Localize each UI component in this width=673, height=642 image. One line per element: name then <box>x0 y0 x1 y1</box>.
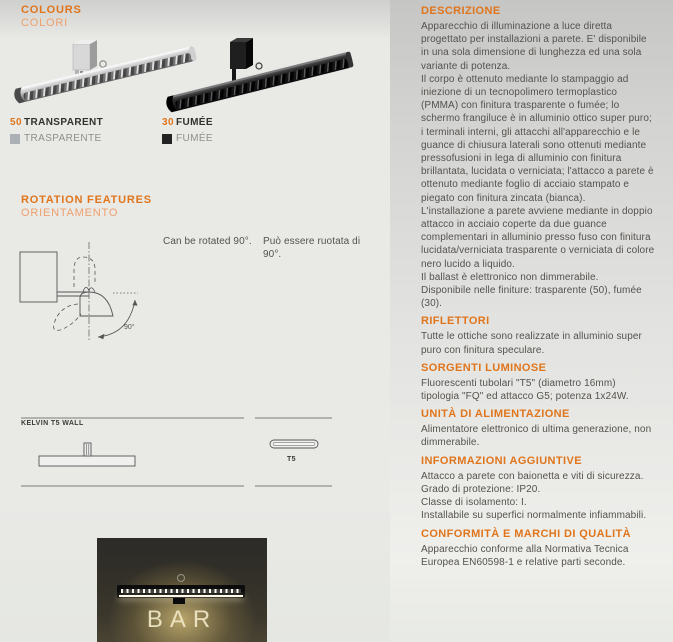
rotation-heading <box>21 194 152 220</box>
section-heading: SORGENTI LUMINOSE <box>421 361 547 374</box>
section-paragraph: Il corpo è ottenuto mediante lo stampaggio ad iniezione di un tecnopolimero termoplastico (PMMA) con finitura trasparente o fumée; lo schermo frangiluce è in alluminio ottico super puro; i terminali interni, gli attacchi all'apparecchio e le guance di chiusura laterali sono ottenuti mediante pressofusioni in lega di alluminio con finitura brillantata, lucidata o verniciata; l'attacco a parete è ottenuto mediante foglio di acciaio stampato e piegato con finitura zincata (bianca). <box>421 73 654 204</box>
model-label: KELVIN T5 WALL <box>21 420 84 427</box>
section-paragraph: Grado di protezione: IP20. <box>421 483 541 495</box>
bar-sign-text: BAR <box>146 606 218 633</box>
section-paragraph: Fluorescenti tubolari "T5" (diametro 16mm) tipologia "FQ" ed attacco G5; potenza 1x24W. <box>421 377 629 403</box>
section-descrizione <box>421 5 655 310</box>
lamp-image-transparent <box>13 40 197 104</box>
section-unita-di-alimentazione <box>421 408 655 449</box>
section-paragraph: Classe di isolamento: I. <box>421 497 527 509</box>
section-riflettori <box>421 315 655 356</box>
right-column <box>390 0 673 642</box>
rotation-title-en: ROTATION FEATURES <box>21 194 152 206</box>
section-paragraph: Tutte le ottiche sono realizzate in alluminio super puro con finitura speculare. <box>421 331 642 356</box>
finish-item-fumee <box>162 117 213 145</box>
photo-mount-detail <box>177 574 185 582</box>
rotation-title-it: ORIENTAMENTO <box>21 207 119 219</box>
section-paragraph: L'installazione a parete avviene mediante in doppio attacco in acciaio coperte da due guance complementari in alluminio presso fuso con finitura lucidata/verniciata trasparente o verniciata di colore nero lucido a liquido. <box>421 205 655 270</box>
finish-name-en: TRANSPARENT <box>23 117 104 128</box>
colours-title-it: COLORI <box>21 17 68 29</box>
section-paragraph: Alimentatore elettronico di ultima generazione, non dimmerabile. <box>421 424 652 449</box>
section-heading: UNITÀ DI ALIMENTAZIONE <box>421 408 570 421</box>
section-paragraph: Apparecchio di illuminazione a luce diretta progettato per installazioni a parete. E' disponibile in una sola dimensione di lunghezza ed una sola variante di potenza. <box>421 21 647 72</box>
product-images <box>0 28 380 120</box>
section-heading: DESCRIZIONE <box>421 5 501 17</box>
finish-name-it: TRASPARENTE <box>24 133 102 144</box>
finish-code: 50 <box>10 117 22 128</box>
section-paragraph: Il ballast è elettronico non dimmerabile. <box>421 271 599 283</box>
section-conformita <box>421 528 655 569</box>
section-paragraph: Attacco a parete con baionetta e viti di sicurezza. <box>421 470 644 482</box>
rotation-note-it: Può essere ruotata di 90°. <box>263 236 361 260</box>
finish-swatch <box>162 134 172 144</box>
colours-heading <box>21 4 82 30</box>
section-informazioni-aggiuntive <box>421 455 655 523</box>
photo-light-bar <box>117 585 245 598</box>
section-heading: CONFORMITÀ E MARCHI DI QUALITÀ <box>421 527 631 540</box>
finish-code: 30 <box>162 117 174 128</box>
finish-name-en: FUMÉE <box>175 117 213 128</box>
section-sorgenti-luminose <box>421 362 655 403</box>
section-paragraph: Disponibile nelle finiture: trasparente (50), fumée (30). <box>421 285 642 310</box>
rotation-note-en: Can be rotated 90°. <box>163 236 252 247</box>
finish-item-transparent <box>10 117 103 145</box>
product-photo <box>97 538 267 642</box>
finish-name-it: FUMÉE <box>176 133 213 144</box>
finish-swatch <box>10 134 20 144</box>
arc-arrowhead-top <box>132 300 137 306</box>
rotation-angle-label: 90° <box>124 324 135 331</box>
photo-mount-tab <box>173 598 185 604</box>
section-heading: INFORMAZIONI AGGIUNTIVE <box>421 454 582 467</box>
section-heading: RIFLETTORI <box>421 315 490 328</box>
section-paragraph: Apparecchio conforme alla Normativa Tecnica Europea EN60598-1 e relative parti seconde. <box>421 543 629 568</box>
colours-title-en: COLOURS <box>21 4 82 16</box>
photo-louver-strip <box>121 589 241 593</box>
section-paragraph: Installabile su superfici normalmente infiammabili. <box>421 510 647 522</box>
photo-glow-line <box>119 595 243 597</box>
t5-lamp-label: T5 <box>287 456 296 463</box>
